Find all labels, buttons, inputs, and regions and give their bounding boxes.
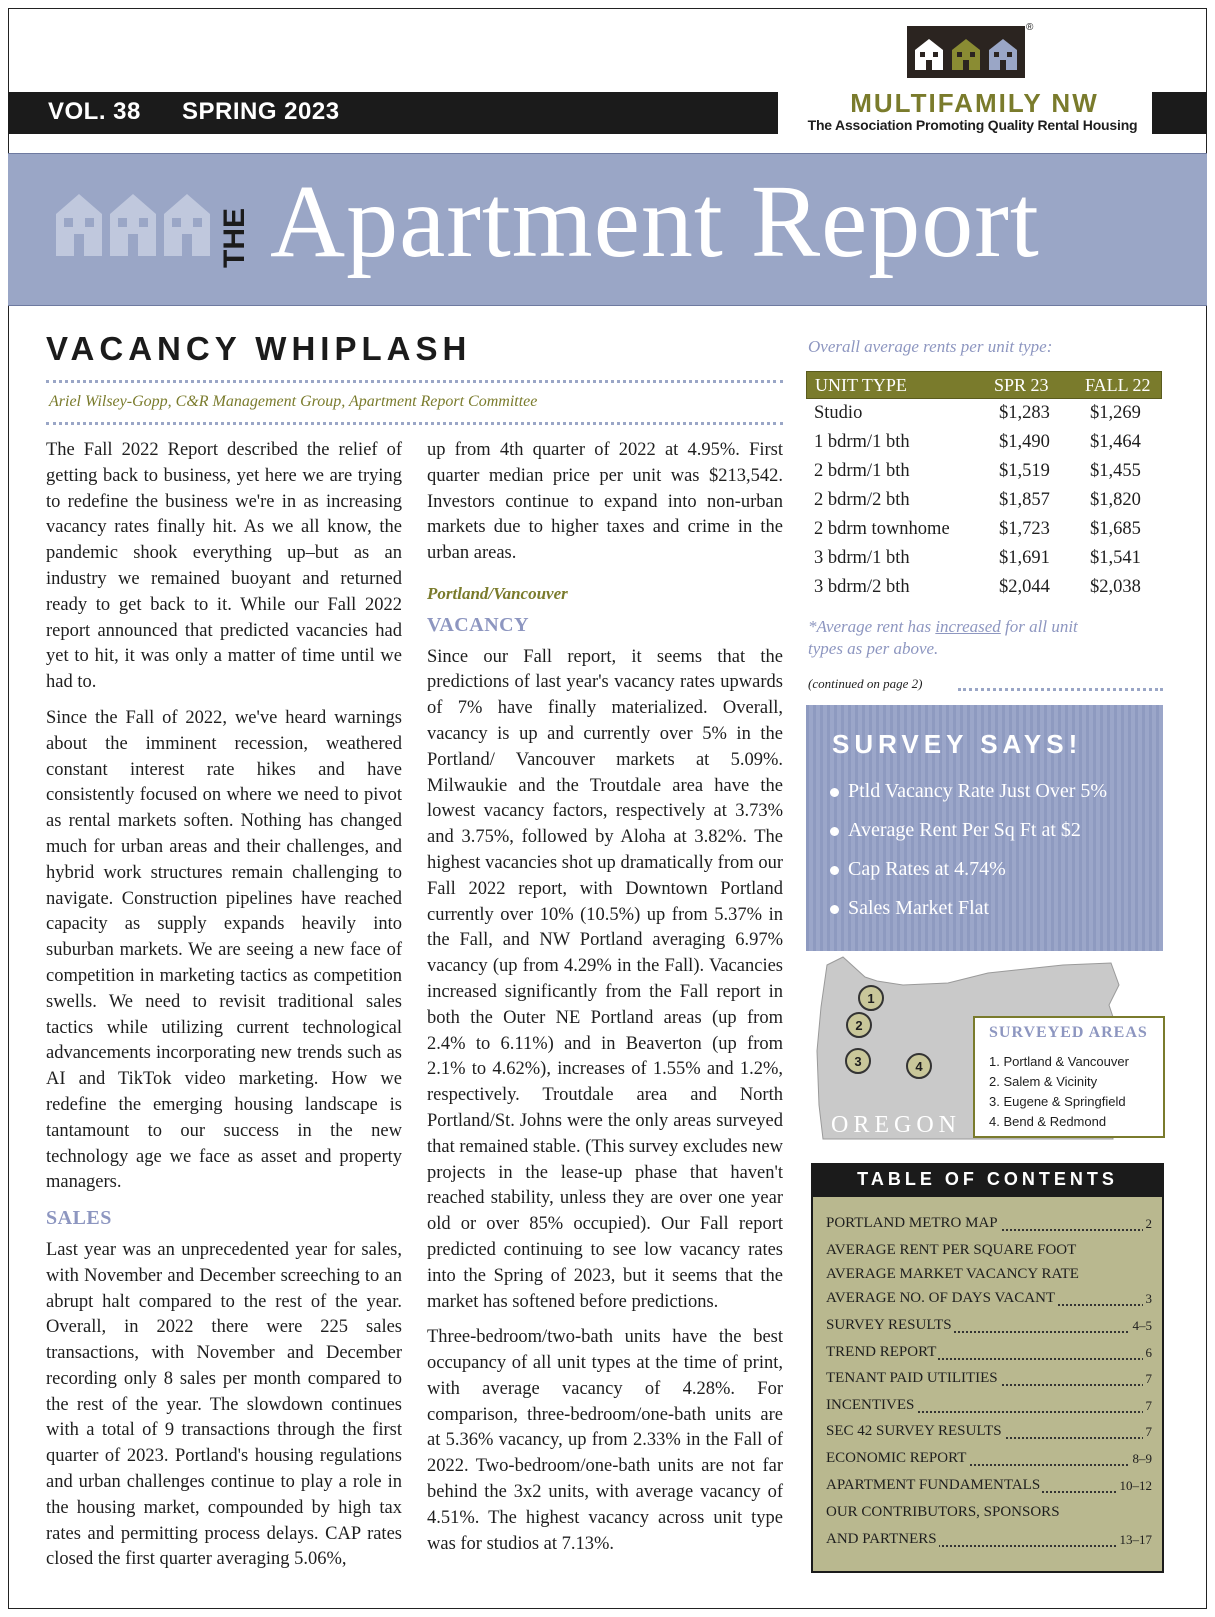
toc-entry-page: 8–9 xyxy=(1130,1451,1153,1467)
surveyed-areas-legend xyxy=(973,1016,1165,1138)
region-heading: Portland/Vancouver xyxy=(427,583,568,603)
legend-item: 1. Portland & Vancouver xyxy=(989,1054,1129,1069)
toc-entry-label: AVERAGE NO. OF DAYS VACANT xyxy=(826,1290,1056,1306)
note-text: for all unit types as per above. xyxy=(808,617,1078,658)
survey-item xyxy=(830,858,1006,881)
multifamily-nw-logo xyxy=(907,26,1025,78)
toc-entry-page: 3 xyxy=(1143,1291,1153,1307)
toc-entry-page: 7 xyxy=(1143,1424,1153,1440)
toc-entry-label: AVERAGE MARKET VACANCY RATE xyxy=(826,1266,1079,1282)
rents-table-header xyxy=(806,371,1162,399)
survey-item-text: Average Rent Per Sq Ft at $2 xyxy=(848,819,1081,841)
house-icon xyxy=(987,36,1019,72)
legend-title: SURVEYED AREAS xyxy=(989,1024,1148,1041)
survey-item xyxy=(830,897,989,920)
toc-entry[interactable] xyxy=(826,1266,1152,1286)
legend-item: 2. Salem & Vicinity xyxy=(989,1074,1098,1089)
toc-entry-page: 13–17 xyxy=(1117,1532,1153,1548)
bullet-icon xyxy=(830,827,839,836)
registered-mark: ® xyxy=(1026,22,1034,33)
survey-item-text: Cap Rates at 4.74% xyxy=(848,858,1006,880)
toc-entry-label: TREND REPORT xyxy=(826,1344,937,1360)
table-cell: $1,455 xyxy=(1090,461,1141,481)
toc-entry-label: SURVEY RESULTS xyxy=(826,1317,952,1333)
toc-entry[interactable] xyxy=(826,1450,1152,1470)
toc-entry-label: AND PARTNERS xyxy=(826,1531,937,1547)
table-cell: $1,820 xyxy=(1090,490,1141,510)
table-cell: $1,490 xyxy=(999,432,1050,452)
area-marker-4 xyxy=(907,1054,931,1078)
table-row xyxy=(806,515,1162,544)
paragraph: Last year was an unprecedented year for sales, with November and December screeching to an abrupt halt compared to the rest of the year. Overall, in 2022 there were 225 sales transactions, with November and December recording only 8 sales per month compared to the rest of the year. The slowdown continues with a total of 9 transactions through the first quarter of 2023. Portland's housing regulations and urban challenges continue to play a role in the housing market, compounded by high tax rates and permitting process delays. CAP rates closed the first quarter averaging 5.06%, xyxy=(46,1239,402,1570)
toc-entry-label: TENANT PAID UTILITIES xyxy=(826,1370,998,1386)
table-of-contents xyxy=(811,1197,1164,1573)
toc-entry[interactable] xyxy=(826,1344,1152,1364)
divider xyxy=(46,380,783,383)
column-header: SPR 23 xyxy=(994,375,1049,395)
toc-entry-page: 6 xyxy=(1143,1345,1153,1361)
table-cell: Studio xyxy=(814,403,863,423)
area-marker-1 xyxy=(859,986,883,1010)
state-label: OREGON xyxy=(831,1112,961,1138)
toc-entry-label: AVERAGE RENT PER SQUARE FOOT xyxy=(826,1242,1077,1258)
column-header: UNIT TYPE xyxy=(815,375,907,395)
table-cell: $1,541 xyxy=(1090,548,1141,568)
bullet-icon xyxy=(830,905,839,914)
survey-item xyxy=(830,819,1081,842)
toc-entry-label: SEC 42 SURVEY RESULTS xyxy=(826,1423,1002,1439)
toc-entry-label: OUR CONTRIBUTORS, SPONSORS xyxy=(826,1504,1060,1520)
toc-entry-page: 10–12 xyxy=(1117,1478,1153,1494)
note-text: *Average rent has xyxy=(808,617,936,636)
bullet-icon xyxy=(830,866,839,875)
toc-entry-page: 7 xyxy=(1143,1398,1153,1414)
toc-entry[interactable] xyxy=(826,1531,1152,1551)
toc-entry[interactable] xyxy=(826,1397,1152,1417)
table-cell: 2 bdrm/2 bth xyxy=(814,490,910,510)
table-row xyxy=(806,573,1162,602)
masthead-bar-right xyxy=(1152,92,1207,134)
season-label: SPRING 2023 xyxy=(182,98,340,125)
legend-item: 4. Bend & Redmond xyxy=(989,1114,1107,1129)
org-name: MULTIFAMILY NW xyxy=(850,88,1099,118)
table-cell: 1 bdrm/1 bth xyxy=(814,432,910,452)
table-cell: 2 bdrm townhome xyxy=(814,519,950,539)
paragraph: The Fall 2022 Report described the relief of getting back to business, yet here we are trying to redefine the business we're in as increasing vacancy rates finally hit. As we all know, the pandemic shook everything up–but as an industry we remained buoyant and returned ready to get back to it. While our Fall 2022 report announced that predicted vacancies had yet to hit, it was only a matter of time until we had to. xyxy=(46,440,402,693)
note-emphasis: increased xyxy=(935,617,1001,636)
bullet-icon xyxy=(830,788,839,797)
toc-entry[interactable] xyxy=(826,1477,1152,1497)
survey-says-box xyxy=(806,705,1163,951)
table-row xyxy=(806,457,1162,486)
volume-label: VOL. 38 xyxy=(48,98,141,125)
article-headline: VACANCY WHIPLASH xyxy=(46,330,472,367)
toc-entry[interactable] xyxy=(826,1504,1152,1524)
table-row xyxy=(806,428,1162,457)
house-icon xyxy=(950,36,982,72)
house-icon xyxy=(913,36,945,72)
paragraph: Since our Fall report, it seems that the predictions of last year's vacancy rates upwards of 7% have finally materialized. Overall, vacancy is up and currently over 5% in the Portland/ Vancouver markets at 5.09%. Milwaukie and the Troutdale area have the lowest vacancy factors, respectively at 3.73% and 3.75%, followed by Aloha at 3.82%. The highest vacancies shot up dramatically from our Fall 2022 report, with Downtown Portland currently over 10% (10.5%) up from 5.37% in the Fall, and NW Portland averaging 6.97% vacancy (up from 4.29% in the Fall). Vacancies increased significantly from the Fall report in both the Outer NE Portland areas (up from 2.4% to 6.11%) and in Beaverton (up from 2.1% to 4.62%), increases of 1.55% and 1.2%, respectively. Troutdale area and North Portland/St. Johns were the only areas surveyed that remained stable. (This survey excludes new projects in the lease-up phase that haven't reached stability, unless they are over one year old or over 85% occupied). Our Fall report predicted continuing to see low vacancy rates into the Spring of 2023, but it seems that the market has softened before predictions. xyxy=(427,646,784,1312)
svg-text:2: 2 xyxy=(855,1018,863,1033)
toc-entry-label: ECONOMIC REPORT xyxy=(826,1450,967,1466)
table-cell: 3 bdrm/1 bth xyxy=(814,548,910,568)
article-byline: Ariel Wilsey-Gopp, C&R Management Group, Apartment Report Committee xyxy=(49,393,538,410)
table-cell: $1,283 xyxy=(999,403,1050,423)
continued-note: (continued on page 2) xyxy=(808,676,923,691)
section-heading-sales: SALES xyxy=(46,1207,112,1230)
svg-text:1: 1 xyxy=(867,991,875,1006)
divider xyxy=(958,688,1163,691)
survey-item-text: Ptld Vacancy Rate Just Over 5% xyxy=(848,780,1108,802)
toc-title: TABLE OF CONTENTS xyxy=(811,1163,1164,1197)
toc-entry-label: PORTLAND METRO MAP xyxy=(826,1215,998,1231)
toc-entry[interactable] xyxy=(826,1370,1152,1390)
the-vertical-text xyxy=(214,172,254,282)
rents-table xyxy=(806,371,1162,602)
toc-entry-page: 2 xyxy=(1143,1216,1153,1232)
legend-item: 3. Eugene & Springfield xyxy=(989,1094,1126,1109)
table-cell: $1,519 xyxy=(999,461,1050,481)
svg-text:3: 3 xyxy=(854,1054,862,1069)
table-cell: $1,269 xyxy=(1090,403,1141,423)
toc-entry[interactable] xyxy=(826,1242,1152,1262)
table-row xyxy=(806,544,1162,573)
toc-entry-label: INCENTIVES xyxy=(826,1397,915,1413)
svg-text:THE: THE xyxy=(218,208,251,268)
article-column-2 xyxy=(427,438,783,1567)
title-banner xyxy=(8,153,1207,306)
table-row xyxy=(806,399,1162,428)
divider xyxy=(46,422,783,425)
rents-note xyxy=(808,616,1108,660)
table-cell: 3 bdrm/2 bth xyxy=(814,577,910,597)
toc-entry-page: 4–5 xyxy=(1130,1318,1153,1334)
toc-entry[interactable] xyxy=(826,1215,1152,1235)
houses-icon xyxy=(54,190,214,260)
table-cell: 2 bdrm/1 bth xyxy=(814,461,910,481)
area-marker-3 xyxy=(846,1049,870,1073)
table-cell: $2,044 xyxy=(999,577,1050,597)
survey-item-text: Sales Market Flat xyxy=(848,897,990,919)
article-column-1 xyxy=(46,438,402,1583)
volume-bar xyxy=(8,92,778,134)
table-cell: $1,464 xyxy=(1090,432,1141,452)
section-heading-vacancy: VACANCY xyxy=(427,613,530,636)
table-cell: $1,691 xyxy=(999,548,1050,568)
column-header: FALL 22 xyxy=(1085,375,1151,395)
survey-item xyxy=(830,780,1107,803)
table-cell: $2,038 xyxy=(1090,577,1141,597)
paragraph: up from 4th quarter of 2022 at 4.95%. First quarter median price per unit was $213,542. Investors continue to expand into non-urban markets due to higher taxes and crime in the urban areas. xyxy=(427,440,783,564)
area-marker-2 xyxy=(847,1013,871,1037)
table-cell: $1,857 xyxy=(999,490,1050,510)
toc-entry[interactable] xyxy=(826,1423,1152,1443)
toc-entry-label: APARTMENT FUNDAMENTALS xyxy=(826,1477,1041,1493)
paragraph: Three-bedroom/two-bath units have the best occupancy of all unit types at the time of print, with average vacancy of 4.28%. For comparison, three-bedroom/one-bath units are at 5.36% vacancy, up from 2.33% in the Fall of 2022. Two-bedroom/one-bath units are not far behind the 3x2 units, with average vacancy of 4.51%. The highest vacancy across unit type was for studios at 7.13%. xyxy=(427,1327,783,1554)
org-tagline: The Association Promoting Quality Rental Housing xyxy=(807,117,1138,133)
report-title: Apartment Report xyxy=(270,164,1040,279)
svg-text:4: 4 xyxy=(915,1059,923,1074)
toc-entry-page: 7 xyxy=(1143,1371,1153,1387)
paragraph: Since the Fall of 2022, we've heard warnings about the imminent recession, weathered constant interest rate hikes and have consistently focused on where we need to pivot as rental markets soften. Nothing has changed much for urban areas and their challenges, and hybrid work structures remain challenging to navigate. Construction pipelines have reached capacity as supply expands heavily into suburban markets. We are seeing a new face of competition in marketing tactics as competition swells. We need to revisit traditional sales tactics while utilizing current technological advancements incorporating new trends such as AI and TikTok video marketing. How we redefine the emerging housing landscape is tantamount to our success in the new technology age we face as asset and property managers. xyxy=(46,707,402,1193)
table-row xyxy=(806,486,1162,515)
toc-entry[interactable] xyxy=(826,1317,1152,1337)
rents-caption: Overall average rents per unit type: xyxy=(808,337,1053,356)
table-cell: $1,685 xyxy=(1090,519,1141,539)
table-cell: $1,723 xyxy=(999,519,1050,539)
toc-entry[interactable] xyxy=(826,1290,1152,1310)
survey-title: SURVEY SAYS! xyxy=(832,729,1083,759)
